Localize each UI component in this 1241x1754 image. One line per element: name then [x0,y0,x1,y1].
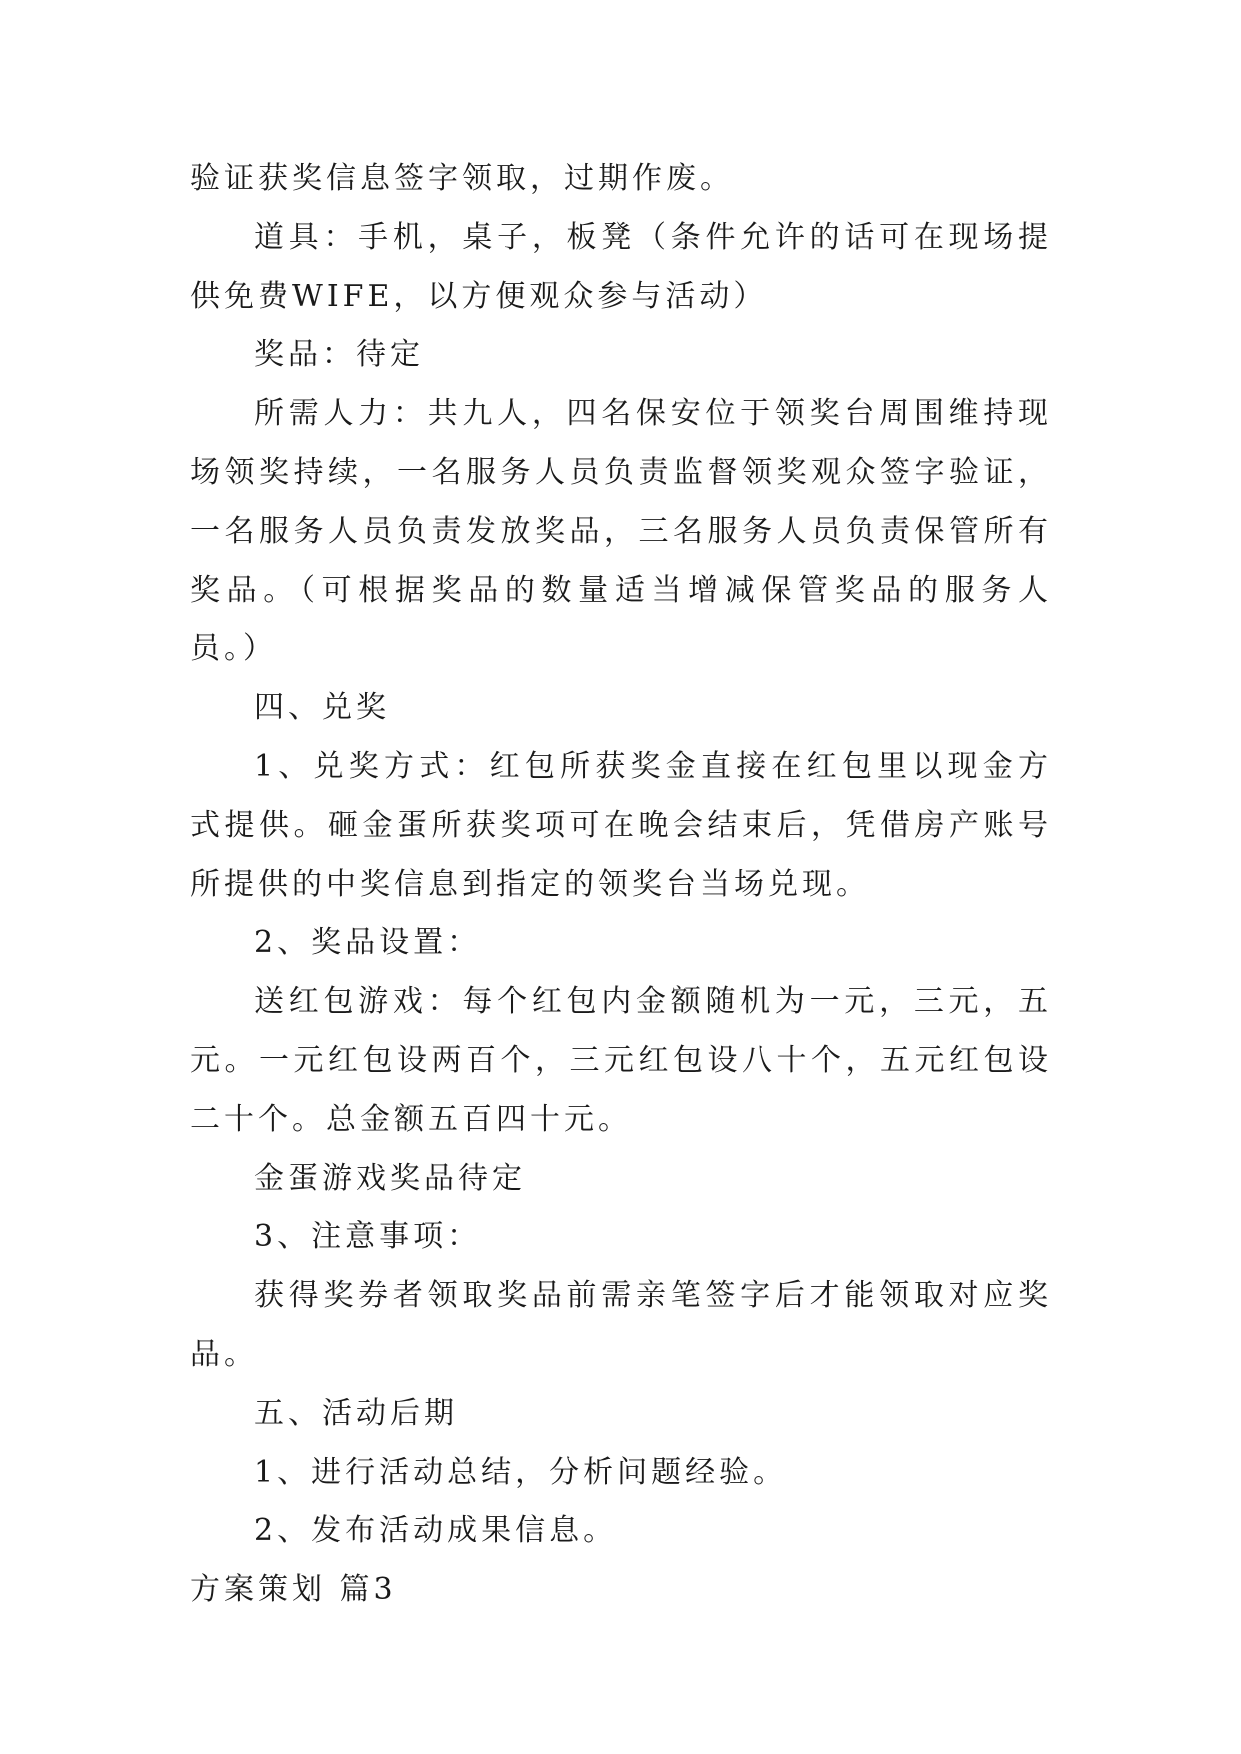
heading-prize-settings: 2、奖品设置： [254,925,482,961]
heading-post-event: 五、活动后期 [254,1395,458,1431]
paragraph-verify-claim: 验证获奖信息签字领取，过期作废。 [190,161,734,196]
paragraph-signature-note: 获得奖券者领取奖品前需亲笔签字后才能领取对应奖品。 [190,1278,1052,1372]
paragraph-prizes: 奖品：待定 [254,337,424,373]
paragraph-golden-egg-game: 金蛋游戏奖品待定 [254,1160,526,1196]
paragraph-props: 道具：手机，桌子，板凳（条件允许的话可在现场提供免费WIFE，以方便观众参与活动） [190,219,1052,314]
document-body [190,150,1052,1620]
paragraph-summary: 1、进行活动总结，分析问题经验。 [254,1454,788,1490]
heading-redeem: 四、兑奖 [254,690,390,726]
paragraph-publish-results: 2、发布活动成果信息。 [254,1513,618,1549]
heading-notes: 3、注意事项： [254,1219,482,1255]
paragraph-red-envelope-game: 送红包游戏：每个红包内金额随机为一元，三元，五元。一元红包设两百个，三元红包设八十个，五元红包设二十个。总金额五百四十元。 [190,984,1052,1137]
paragraph-redeem-method: 1、兑奖方式：红包所获奖金直接在红包里以现金方式提供。砸金蛋所获奖项可在晚会结束后，凭借房产账号所提供的中奖信息到指定的领奖台当场兑现。 [190,748,1052,902]
paragraph-staffing: 所需人力：共九人，四名保安位于领奖台周围维持现场领奖持续，一名服务人员负责监督领奖观众签字验证，一名服务人员负责发放奖品，三名服务人员负责保管所有奖品。（可根据奖品的数量适当增减保管奖品的服务人员。） [190,396,1052,667]
section-title: 方案策划 篇3 [190,1572,397,1608]
